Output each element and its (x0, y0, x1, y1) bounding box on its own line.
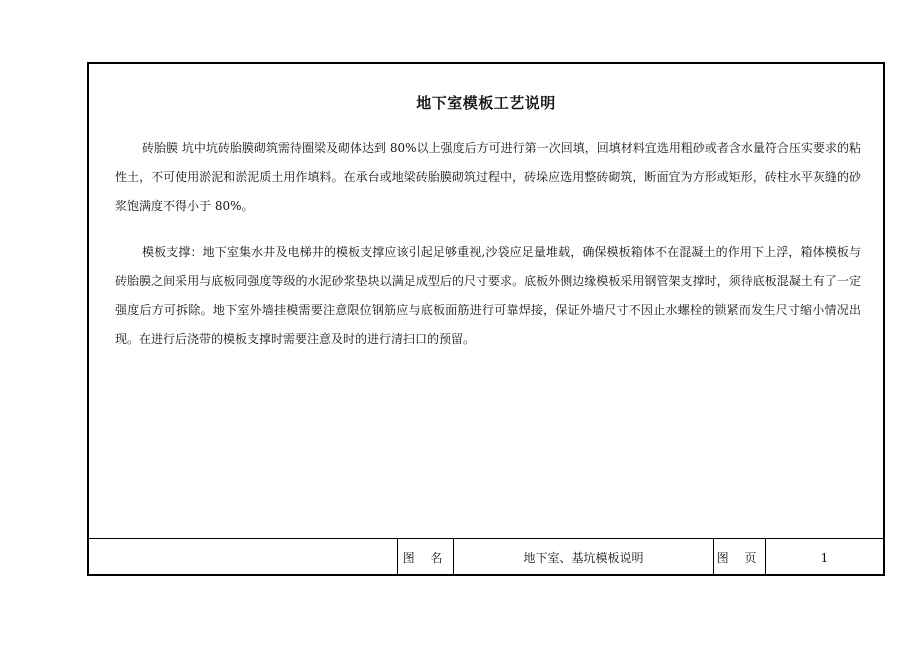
document-title: 地下室模板工艺说明 (416, 94, 556, 112)
drawing-sheet (87, 62, 885, 576)
drawing-page-value: 1 (820, 550, 829, 565)
title-block-blank-cell (89, 539, 398, 576)
drawing-page-label: 图 页 (714, 539, 766, 576)
drawing-name-value: 地下室、基坑模板说明 (454, 539, 714, 576)
title-block (89, 539, 883, 576)
paragraph-formwork-support: 模板支撑：地下室集水井及电梯井的模板支撑应该引起足够重视,沙袋应足量堆载，确保模板箱体不在混凝土的作用下上浮，箱体模板与砖胎膜之间采用与底板同强度等级的水泥砂浆垫块以满足成型后的尺寸要求。底板外侧边缘模板采用钢管架支撑时，须待底板混凝土有了一定强度后方可拆除。地下室外墙挂模需要注意限位钢筋应与底板面筋进行可靠焊接，保证外墙尺寸不因止水螺栓的锁紧而发生尺寸缩小情况出现。在进行后浇带的模板支撑时需要注意及时的进行清扫口的预留。 (115, 245, 861, 346)
description-area (89, 64, 883, 539)
paragraph-brick-mold: 砖胎膜 坑中坑砖胎膜砌筑需待圈梁及砌体达到 80%以上强度后方可进行第一次回填，回填材料宜选用粗砂或者含水量符合压实要求的粘性土，不可使用淤泥和淤泥质土用作填料。在承台或地梁砖胎膜砌筑过程中，砖垛应选用整砖砌筑，断面宜为方形或矩形，砖柱水平灰缝的砂浆饱满度不得小于 80%。 (115, 141, 861, 213)
drawing-name-label: 图 名 (398, 539, 454, 576)
